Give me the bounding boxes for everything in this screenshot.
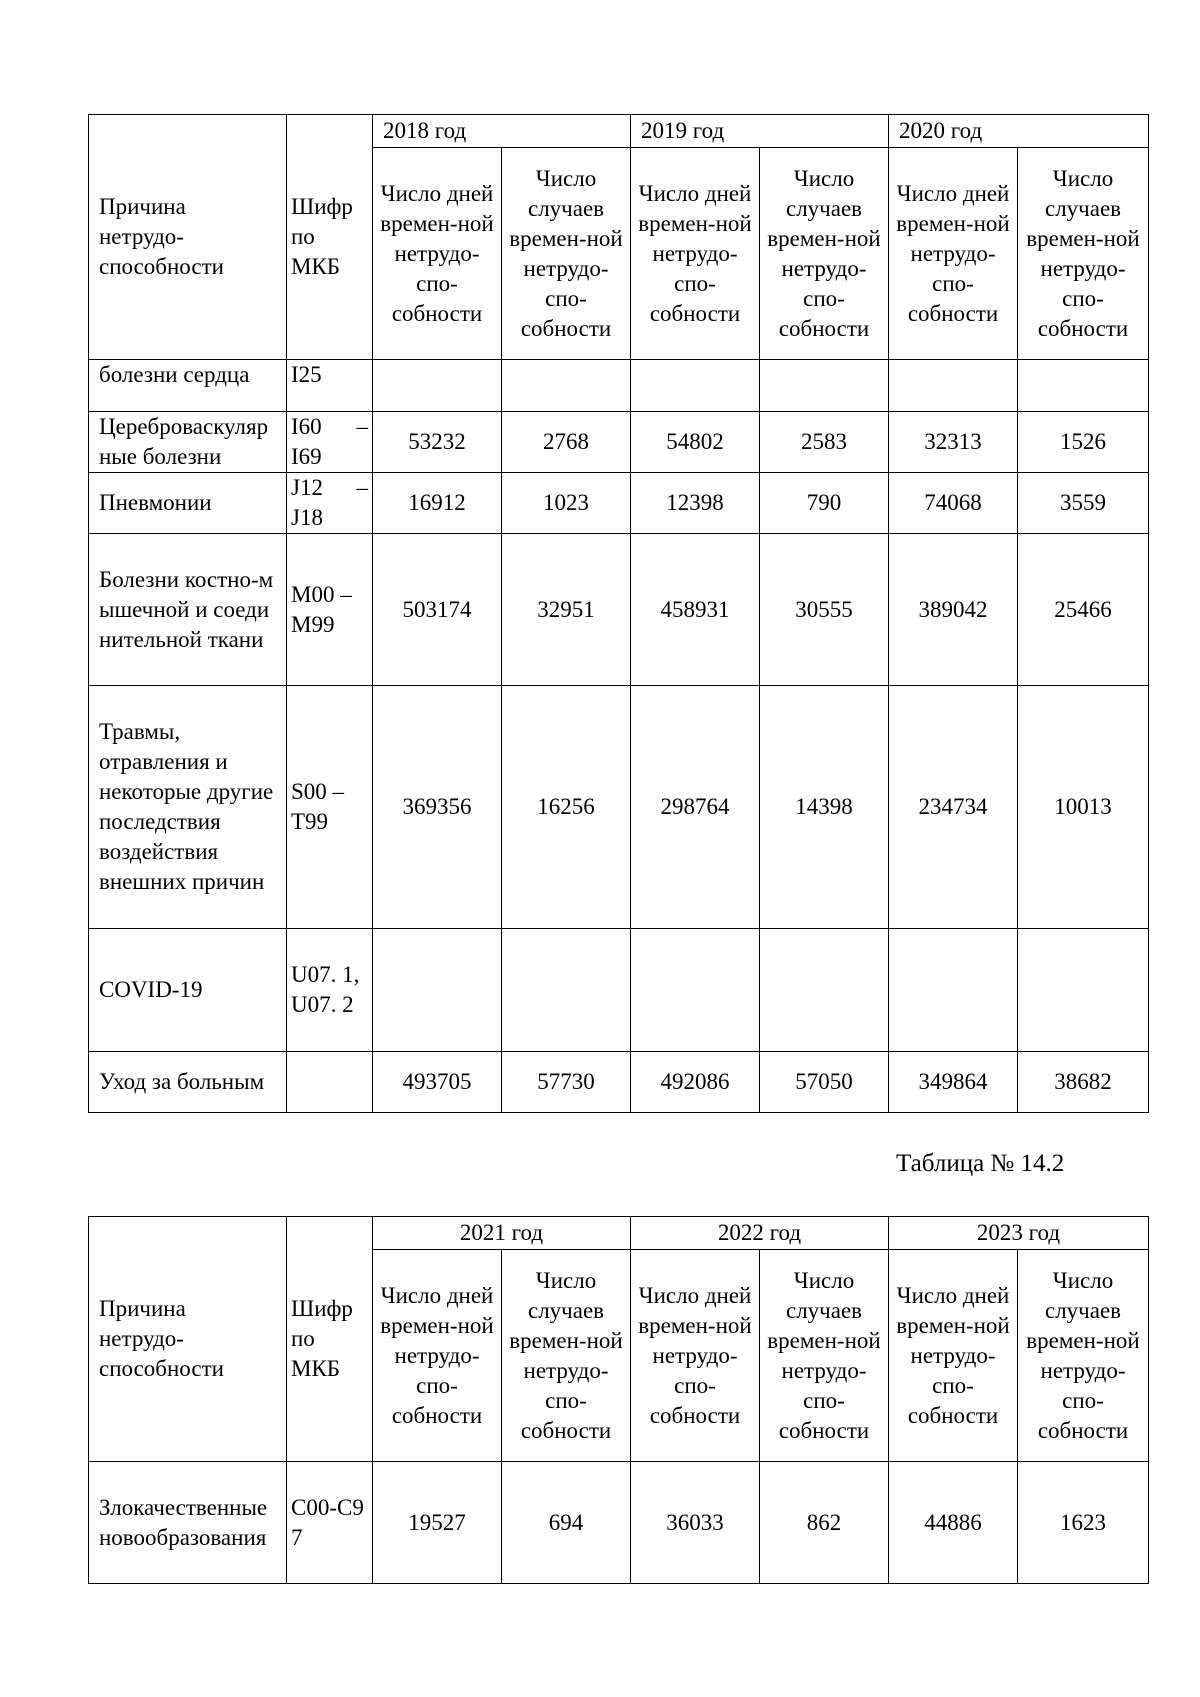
cause-cell: COVID-19: [89, 929, 287, 1052]
value-cell: [502, 360, 631, 412]
value-cell: 694: [502, 1462, 631, 1584]
cases-header: Число случаев времен-ной нетрудо-спо-собности: [760, 148, 889, 360]
days-header: Число дней времен-ной нетрудо-спо-собности: [631, 148, 760, 360]
header-code: Шифр по МКБ: [287, 1217, 373, 1462]
value-cell: 349864: [889, 1052, 1018, 1113]
days-header: Число дней времен-ной нетрудо-спо-собности: [631, 1250, 760, 1462]
code-cell: I60 – I69: [287, 412, 373, 473]
value-cell: 44886: [889, 1462, 1018, 1584]
table-row: [89, 929, 1149, 1052]
value-cell: 54802: [631, 412, 760, 473]
table-row: [89, 1462, 1149, 1584]
value-cell: 1623: [1018, 1462, 1149, 1584]
value-cell: [760, 360, 889, 412]
value-cell: 16256: [502, 686, 631, 929]
value-cell: [631, 360, 760, 412]
value-cell: 19527: [373, 1462, 502, 1584]
value-cell: 2768: [502, 412, 631, 473]
code-cell: [287, 1052, 373, 1113]
year-header: 2021 год: [373, 1217, 631, 1250]
header-cause: [89, 115, 287, 360]
code-cell: J12 – J18: [287, 473, 373, 534]
table-row: [89, 360, 1149, 412]
value-cell: 790: [760, 473, 889, 534]
value-cell: 38682: [1018, 1052, 1149, 1113]
year-header: 2018 год: [373, 115, 631, 148]
cause-cell: Цереброваскулярные болезни: [89, 412, 287, 473]
cause-cell: Уход за больным: [89, 1052, 287, 1113]
value-cell: 369356: [373, 686, 502, 929]
cause-cell: Травмы, отравления и некоторые другие последствия воздействия внешних причин: [89, 686, 287, 929]
value-cell: [502, 929, 631, 1052]
value-cell: 57730: [502, 1052, 631, 1113]
header-cause: Причина нетрудо-способности: [89, 1217, 287, 1462]
value-cell: 234734: [889, 686, 1018, 929]
value-cell: [373, 929, 502, 1052]
value-cell: 862: [760, 1462, 889, 1584]
value-cell: 389042: [889, 534, 1018, 686]
value-cell: 298764: [631, 686, 760, 929]
value-cell: 1526: [1018, 412, 1149, 473]
value-cell: 30555: [760, 534, 889, 686]
code-cell: C00-C97: [287, 1462, 373, 1584]
year-header: 2020 год: [889, 115, 1149, 148]
cases-header: Число случаев времен-ной нетрудо-спо-собности: [502, 148, 631, 360]
value-cell: 14398: [760, 686, 889, 929]
cause-cell: Пневмонии: [89, 473, 287, 534]
value-cell: 25466: [1018, 534, 1149, 686]
days-header: Число дней времен-ной нетрудо-спо-собности: [889, 1250, 1018, 1462]
table-row: [89, 1052, 1149, 1113]
cause-cell: Злокачественные новообразования: [89, 1462, 287, 1584]
table-row: [89, 412, 1149, 473]
cases-header: Число случаев времен-ной нетрудо-спо-собности: [1018, 148, 1149, 360]
value-cell: [373, 360, 502, 412]
table-row: [89, 686, 1149, 929]
year-header: 2019 год: [631, 115, 889, 148]
value-cell: 458931: [631, 534, 760, 686]
code-cell: S00 – T99: [287, 686, 373, 929]
cases-header: Число случаев времен-ной нетрудо-спо-собности: [760, 1250, 889, 1462]
value-cell: 16912: [373, 473, 502, 534]
header-row: [89, 1217, 1149, 1250]
value-cell: [1018, 360, 1149, 412]
value-cell: [889, 929, 1018, 1052]
days-header: Число дней времен-ной нетрудо-спо-собности: [373, 148, 502, 360]
year-header: 2023 год: [889, 1217, 1149, 1250]
header-code: [287, 115, 373, 360]
code-cell: I25: [287, 360, 373, 412]
value-cell: 32951: [502, 534, 631, 686]
table-14-2: [88, 1216, 1149, 1584]
code-cell: U07. 1, U07. 2: [287, 929, 373, 1052]
days-header: Число дней времен-ной нетрудо-спо-собности: [889, 148, 1018, 360]
table-caption: Таблица № 14.2: [896, 1150, 1065, 1177]
header-cause-text: Причина нетрудо-способности: [99, 194, 224, 279]
value-cell: 503174: [373, 534, 502, 686]
year-header: 2022 год: [631, 1217, 889, 1250]
value-cell: 492086: [631, 1052, 760, 1113]
value-cell: 74068: [889, 473, 1018, 534]
header-code-text: Шифр по МКБ: [291, 194, 353, 279]
value-cell: 57050: [760, 1052, 889, 1113]
value-cell: 32313: [889, 412, 1018, 473]
value-cell: [889, 360, 1018, 412]
cause-cell: Болезни костно-мышечной и соединительной ткани: [89, 534, 287, 686]
value-cell: 493705: [373, 1052, 502, 1113]
table-row: [89, 534, 1149, 686]
value-cell: 53232: [373, 412, 502, 473]
cases-header: Число случаев времен-ной нетрудо-спо-собности: [502, 1250, 631, 1462]
value-cell: [1018, 929, 1149, 1052]
value-cell: [631, 929, 760, 1052]
table-row: [89, 473, 1149, 534]
value-cell: 1023: [502, 473, 631, 534]
value-cell: 36033: [631, 1462, 760, 1584]
cases-header: Число случаев времен-ной нетрудо-спо-собности: [1018, 1250, 1149, 1462]
value-cell: [760, 929, 889, 1052]
value-cell: 10013: [1018, 686, 1149, 929]
table-14-1: [88, 114, 1149, 1113]
cause-cell: болезни сердца: [89, 360, 287, 412]
value-cell: 2583: [760, 412, 889, 473]
days-header: Число дней времен-ной нетрудо-спо-собности: [373, 1250, 502, 1462]
value-cell: 12398: [631, 473, 760, 534]
value-cell: 3559: [1018, 473, 1149, 534]
header-row: [89, 115, 1149, 148]
code-cell: M00 – M99: [287, 534, 373, 686]
